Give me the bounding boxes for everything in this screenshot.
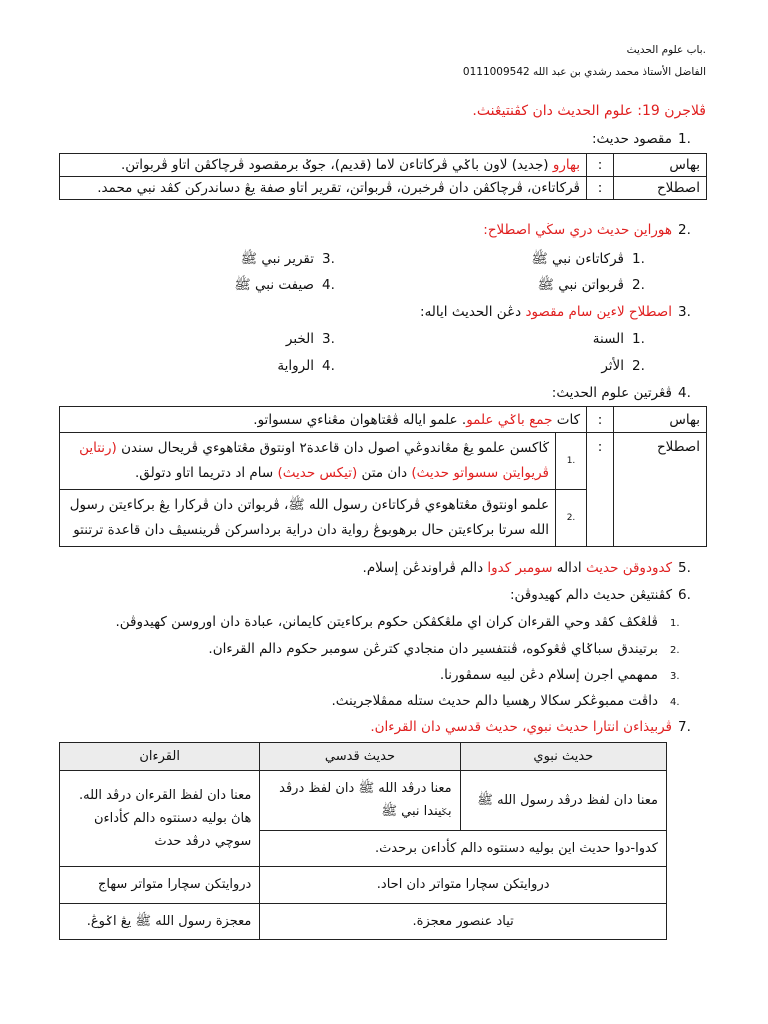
definition-text: سام اد دتريما اتاو دتولق.: [135, 464, 278, 481]
definition-cell: [60, 154, 587, 177]
item-text: برتيندق سباݢاي ڤڠوکوه، ڤنتفسير دان منجادي کترڠن سومبر حکوم دالم القرءان.: [208, 641, 658, 657]
highlight-text: اصطلاح لاءين سام مقصود: [525, 304, 672, 320]
item-number: 2.: [632, 358, 645, 374]
list-item: [241, 250, 348, 270]
section-7-heading: [370, 719, 706, 735]
list-item: [277, 358, 348, 374]
section-heading-text: دالم ڤراوندڠن إسلام.: [362, 560, 488, 576]
section-number: 2.: [678, 222, 691, 238]
definition-text: دان متن: [357, 464, 412, 481]
item-number: 3.: [322, 331, 335, 347]
definition-text: کات: [552, 411, 580, 428]
item-text: ڤلڠکڤ کڤد وحي القرءان کران اي ملڠکڤکن حکوم برکاءيتن کايمانن، عبادة دان اوروسن کهيدوڤن.: [115, 614, 658, 630]
header-subject: باب علوم الحديث.: [626, 44, 706, 56]
item-text: الرواية: [277, 358, 314, 374]
colon-cell: :: [587, 407, 614, 433]
item-number: 2.: [632, 277, 645, 293]
table-cell: کدوا-دوا حديث اين بوليه دسنتوه دالم کأداءن برحدث.: [260, 830, 667, 866]
definition-text: ڬاکسن علمو يڠ مڠاندوڠي اصول دان قاعدة٢ اونتوق مڠتاهوءي ڤريحال سندن: [116, 440, 549, 456]
table-row: [60, 433, 707, 490]
list-item: [538, 276, 658, 296]
definition-cell: [60, 407, 587, 433]
item-number: 1.: [632, 331, 645, 347]
column-header: القرءان: [60, 743, 260, 771]
definition-table: [59, 153, 707, 200]
table-cell: دروايتکن سچارا متواتر سهاج: [60, 867, 260, 903]
item-text: داڤت ممبوڠکر سکالا رهسيا دالم حديث ستله ممڤلاجرينث.: [331, 693, 658, 709]
table-row: [60, 177, 707, 200]
highlight-text: بهارو: [552, 157, 580, 173]
section-heading-text: کڤنتيڠن حديث دالم کهيدوڤن:: [509, 587, 672, 603]
list-item: [593, 331, 658, 347]
item-text: ڤربواتن نبي ﷺ: [537, 277, 624, 293]
table-row: [60, 867, 667, 903]
definition-cell: علمو اونتوق مڠتاهوءي ڤرکاتاءن رسول الله ﷺ، ڤربواتن دان ڤرکارا يڠ برکاءيتن رسول الله سرتا برکاءيتن حال برهوبوڠ رواية دان دراية برداسرکن ڤرينسيڤ دان قاعدة ترتنتو: [60, 489, 556, 546]
list-item: [601, 358, 658, 374]
highlight-text: سومبر کدوا: [487, 560, 553, 576]
section-number: 3.: [678, 304, 691, 320]
colon-cell: :: [587, 154, 614, 177]
section-heading-text: دڠن الحديث اياله:: [420, 304, 526, 320]
definition-cell: [60, 433, 556, 490]
item-text: السنة: [592, 331, 624, 347]
highlight-text: جمع باݢي علمو: [466, 411, 553, 428]
section-4-heading: [552, 385, 706, 401]
label-cell: اصطلاح: [614, 177, 707, 200]
list-item: [234, 276, 348, 296]
definition-cell: ڤرکاتاءن، ڤرچاکڤن دان ڤرخبرن، ڤربواتن، تقرير اتاو صفة يڠ دساندرکن کڤد نبي محمد.: [60, 177, 587, 200]
item-text: الخبر: [285, 331, 314, 347]
highlight-text: (رنتاين ڤريوايتن سسواتو حديث): [79, 440, 549, 481]
list-item: [531, 250, 658, 270]
colon-cell: :: [587, 433, 614, 547]
comparison-table: [59, 742, 667, 940]
section-2-heading: [483, 222, 706, 238]
item-number: 2.: [556, 489, 587, 546]
section-heading-text: هوراين حديث دري سڬي اصطلاح:: [483, 222, 672, 238]
item-number: 1.: [670, 618, 680, 629]
column-header: حديث قدسي: [260, 743, 460, 771]
label-cell: بهاس: [614, 407, 707, 433]
science-definition-table: [59, 406, 707, 547]
item-number: 4.: [670, 697, 680, 708]
section-number: 6.: [678, 587, 691, 603]
section-heading-text: مقصود حديث:: [591, 131, 672, 147]
item-text: صيفت نبي ﷺ: [234, 277, 314, 293]
item-number: 2.: [670, 645, 680, 656]
definition-text: . علمو اياله ڤڠتاهوان مڠناءي سسواتو.: [253, 411, 467, 428]
header-teacher: الفاضل الأستاذ محمد رشدي بن عبد الله 0111009542: [462, 66, 706, 78]
section-number: 4.: [678, 385, 691, 401]
item-text: تقرير نبي ﷺ: [240, 251, 314, 267]
section-number: 1.: [678, 131, 691, 147]
lesson-title: ڤلاجرن 19: علوم الحديث دان کڤنتيڠنث.: [472, 103, 706, 119]
item-number: 4.: [322, 277, 335, 293]
table-cell: معنا دان لفظ القرءان درڤد الله. هاڽ بوليه دسنتوه دالم کأداءن سوچي درڤد حدث: [60, 771, 260, 867]
table-cell: معنا درڤد الله ﷺ دان لفظ درڤد بݢيندا نبي ﷺ: [260, 771, 460, 831]
table-cell: معنا دان لفظ درڤد رسول الله ﷺ: [460, 771, 666, 831]
list-item: [440, 667, 706, 683]
table-row: [60, 771, 667, 831]
list-item: [208, 641, 706, 657]
section-1-heading: [592, 131, 706, 147]
section-3-heading: [420, 304, 706, 320]
table-row: [60, 903, 667, 939]
item-number: 3.: [322, 251, 335, 267]
label-cell: بهاس: [614, 154, 707, 177]
item-number: 4.: [322, 358, 335, 374]
table-cell: معجزة رسول الله ﷺ يڠ اݢوڠ.: [60, 903, 260, 939]
colon-cell: :: [587, 177, 614, 200]
table-cell: دروايتکن سچارا متواتر دان احاد.: [260, 867, 667, 903]
table-header-row: [60, 743, 667, 771]
column-header: حديث نبوي: [460, 743, 666, 771]
item-text: ممهمي اجرن إسلام دڠن لبيه سمڤورنا.: [439, 667, 658, 683]
item-text: ڤرکاتاءن نبي ﷺ: [531, 251, 624, 267]
highlight-text: (تيکس حديث): [277, 464, 358, 481]
list-item: [332, 693, 707, 709]
table-row: [60, 154, 707, 177]
section-6-heading: [510, 587, 706, 603]
label-cell: اصطلاح: [614, 433, 707, 547]
table-cell: تياد عنصور معجزة.: [260, 903, 667, 939]
section-5-heading: [363, 560, 706, 576]
section-number: 5.: [678, 560, 691, 576]
list-item: [115, 614, 706, 630]
section-heading-text: ڤڠرتين علوم الحديث:: [551, 385, 672, 401]
item-number: 1.: [556, 433, 587, 490]
item-number: 1.: [632, 251, 645, 267]
item-text: الأثر: [601, 358, 624, 374]
highlight-text: کدودوقن حديث: [585, 560, 672, 576]
definition-text: (جديد) لاون باݢي ڤرکاتاءن لاما (قديم)، جوݢ برمقصود ڤرچاکڤن اتاو ڤربواتن.: [120, 157, 553, 173]
section-number: 7.: [678, 719, 691, 735]
table-row: [60, 407, 707, 433]
section-heading-text: اداله: [552, 560, 586, 576]
section-heading-text: ڤربيذاءن انتارا حديث نبوي، حديث قدسي دان القرءان.: [370, 719, 672, 735]
item-number: 3.: [670, 671, 680, 682]
list-item: [286, 331, 348, 347]
